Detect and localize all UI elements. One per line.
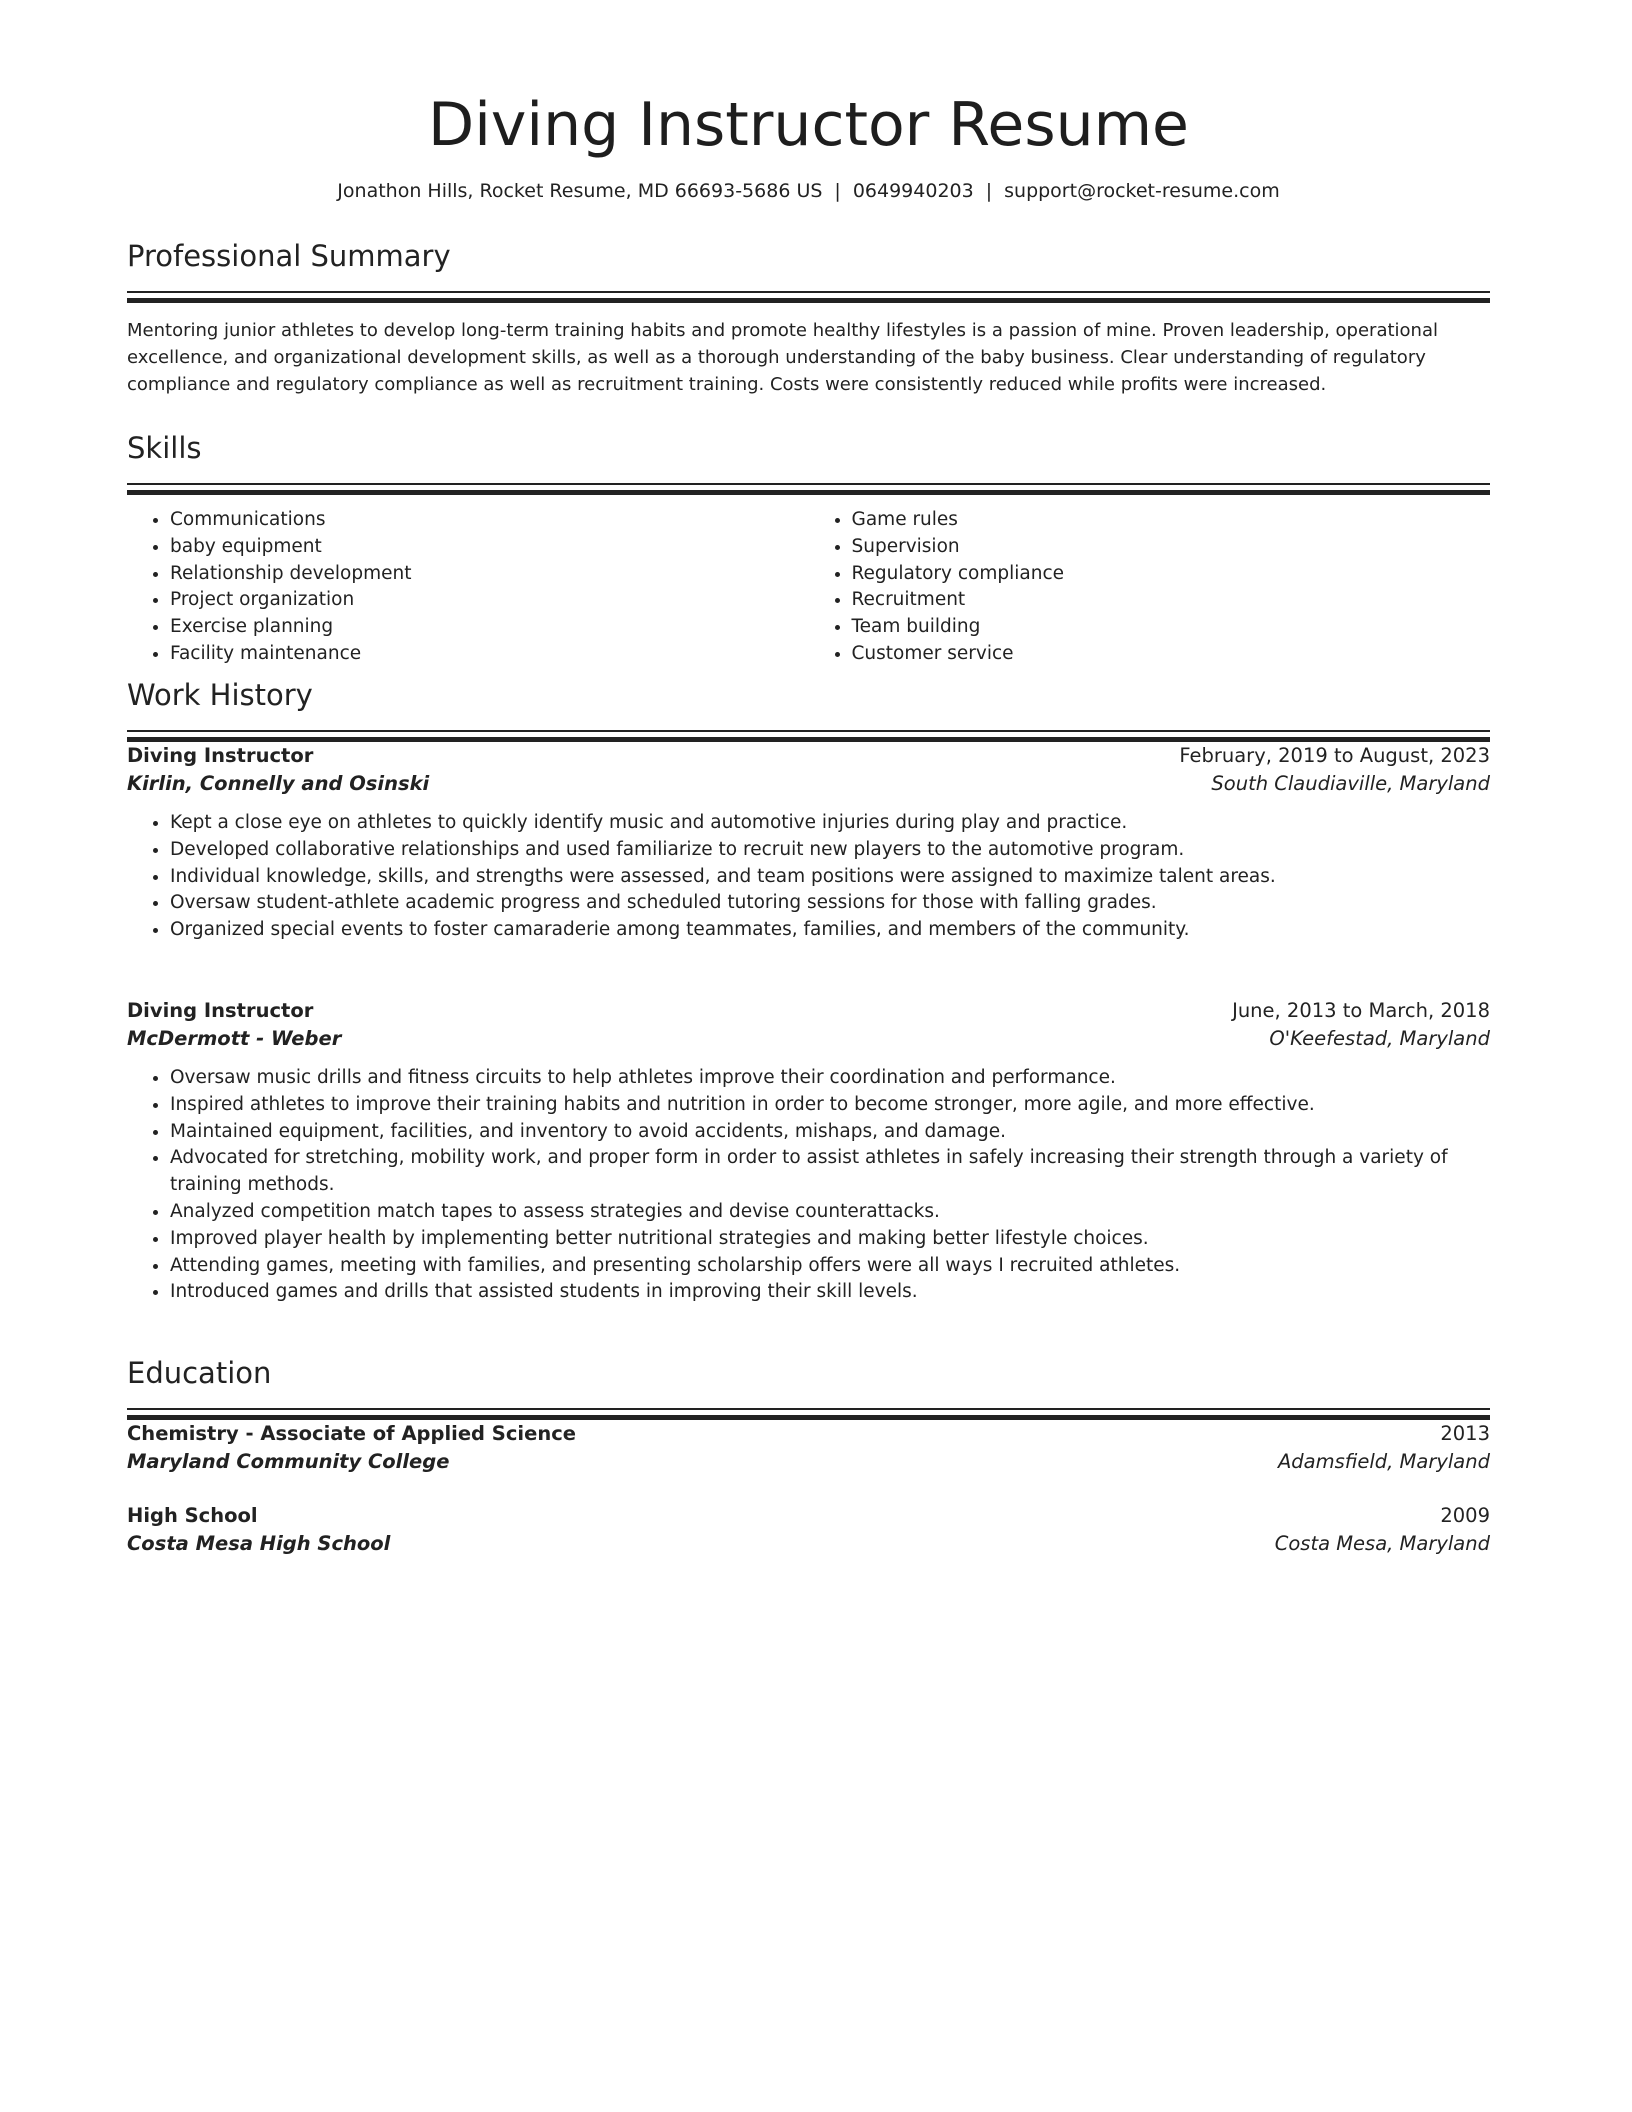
section-divider-thick [127, 298, 1490, 303]
summary-section [127, 237, 1490, 398]
work-history-section [127, 676, 1490, 742]
skill-item: • Recruitment [852, 587, 1491, 614]
skill-item: • baby equipment [170, 534, 809, 561]
section-heading-summary: Professional Summary [127, 239, 451, 273]
job-entry [127, 742, 1490, 944]
job-bullet: • Analyzed competition match tapes to assess strategies and devise counterattacks. [170, 1199, 1490, 1226]
summary-text: Mentoring junior athletes to develop long-term training habits and promote healthy lifestyles is a passion of mine. Proven leadership, operational excellence, and organizational development skills, as well as a thorough understanding of the baby business. Clear understanding of regulatory compliance and regulatory compliance as well as recruitment training. Costs were consistently reduced while profits were increased. [127, 320, 1438, 395]
section-divider [127, 291, 1490, 293]
skill-item: • Supervision [852, 534, 1491, 561]
section-heading-education: Education [127, 1356, 272, 1390]
contact-phone: 0649940203 [852, 180, 974, 202]
education-year: 2009 [1440, 1504, 1490, 1527]
job-header [127, 997, 1490, 1025]
education-subheader [127, 1448, 1490, 1476]
education-section [127, 1354, 1490, 1420]
job-bullet: • Oversaw student-athlete academic progress and scheduled tutoring sessions for those with falling grades. [170, 890, 1490, 917]
education-entry [127, 1420, 1490, 1476]
section-divider [127, 1408, 1490, 1410]
job-dates: June, 2013 to March, 2018 [1232, 999, 1490, 1022]
skill-item: • Customer service [852, 641, 1491, 668]
section-heading-work: Work History [127, 678, 313, 712]
job-bullets [127, 1065, 1490, 1306]
education-school: Maryland Community College [127, 1450, 450, 1473]
skill-item: • Game rules [852, 507, 1491, 534]
job-bullet: • Oversaw music drills and fitness circuits to help athletes improve their coordination and performance. [170, 1065, 1490, 1092]
skill-item: • Facility maintenance [170, 641, 809, 668]
job-location: O'Keefestad, Maryland [1269, 1027, 1490, 1050]
skill-item: • Relationship development [170, 561, 809, 588]
job-bullet: • Organized special events to foster camaraderie among teammates, families, and members of the community. [170, 917, 1490, 944]
job-entry [127, 997, 1490, 1306]
job-bullet: • Advocated for stretching, mobility work, and proper form in order to assist athletes in safely increasing their strength through a variety of training methods. [170, 1145, 1490, 1199]
job-subheader [127, 1025, 1490, 1053]
job-bullet: • Developed collaborative relationships and used familiarize to recruit new players to the automotive program. [170, 837, 1490, 864]
skill-item: • Team building [852, 614, 1491, 641]
job-title: Diving Instructor [127, 999, 314, 1022]
resume-title: Diving Instructor Resume [428, 90, 1189, 160]
education-header [127, 1420, 1490, 1448]
job-bullet: • Attending games, meeting with families, and presenting scholarship offers were all ways I recruited athletes. [170, 1253, 1490, 1280]
contact-line [127, 177, 1490, 205]
job-bullet: • Individual knowledge, skills, and strengths were assessed, and team positions were assigned to maximize talent areas. [170, 864, 1490, 891]
education-degree: High School [127, 1504, 258, 1527]
job-bullet: • Maintained equipment, facilities, and inventory to avoid accidents, mishaps, and damage. [170, 1119, 1490, 1146]
skill-item: • Regulatory compliance [852, 561, 1491, 588]
section-divider [127, 730, 1490, 732]
education-degree: Chemistry - Associate of Applied Science [127, 1422, 576, 1445]
education-location: Adamsfield, Maryland [1277, 1450, 1490, 1473]
job-bullet: • Introduced games and drills that assisted students in improving their skill levels. [170, 1279, 1490, 1306]
job-dates: February, 2019 to August, 2023 [1179, 744, 1490, 767]
skills-list-left [127, 507, 809, 668]
job-company: McDermott - Weber [127, 1027, 342, 1050]
section-divider [127, 483, 1490, 485]
skill-item: • Project organization [170, 587, 809, 614]
job-bullet: • Kept a close eye on athletes to quickly identify music and automotive injuries during play and practice. [170, 810, 1490, 837]
job-location: South Claudiaville, Maryland [1211, 772, 1490, 795]
education-header [127, 1502, 1490, 1530]
education-location: Costa Mesa, Maryland [1274, 1532, 1490, 1555]
job-bullet: • Inspired athletes to improve their training habits and nutrition in order to become stronger, more agile, and more effective. [170, 1092, 1490, 1119]
job-company: Kirlin, Connelly and Osinski [127, 772, 430, 795]
contact-address: Jonathon Hills, Rocket Resume, MD 66693-5686 US [337, 180, 823, 202]
section-divider-thick [127, 490, 1490, 495]
education-subheader [127, 1530, 1490, 1558]
skills-list-right [809, 507, 1491, 668]
skill-item: • Communications [170, 507, 809, 534]
job-header [127, 742, 1490, 770]
contact-separator: | [985, 180, 993, 202]
job-title: Diving Instructor [127, 744, 314, 767]
education-school: Costa Mesa High School [127, 1532, 391, 1555]
skills-columns [127, 507, 1490, 668]
job-bullet: • Improved player health by implementing better nutritional strategies and making better lifestyle choices. [170, 1226, 1490, 1253]
section-heading-skills: Skills [127, 431, 202, 465]
contact-email: support@rocket-resume.com [1004, 180, 1280, 202]
education-year: 2013 [1440, 1422, 1490, 1445]
job-subheader [127, 770, 1490, 798]
contact-separator: | [834, 180, 841, 202]
education-entry [127, 1502, 1490, 1558]
skills-section [127, 429, 1490, 668]
job-bullets [127, 810, 1490, 944]
skill-item: • Exercise planning [170, 614, 809, 641]
